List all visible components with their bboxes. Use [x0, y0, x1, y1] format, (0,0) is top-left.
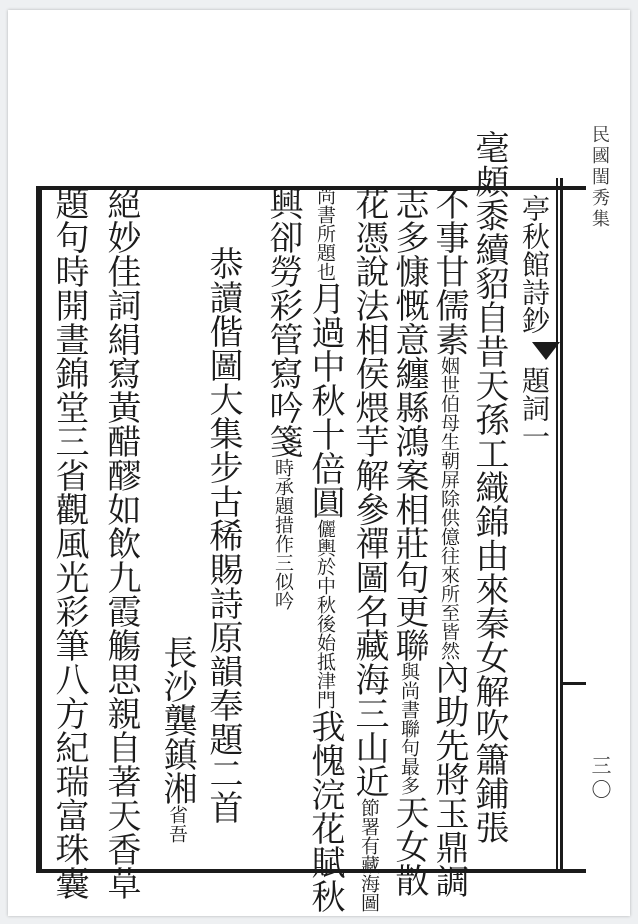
- book-page: [8, 10, 630, 916]
- frame-right-border: [556, 178, 558, 873]
- text-column-3: [389, 186, 429, 897]
- text-column-5: [305, 186, 345, 913]
- fish-tail-lower-notch: [560, 682, 586, 685]
- column-annotation: 與尚書聯句最多: [398, 662, 420, 795]
- book-title-label: 民國閨秀集: [589, 125, 610, 230]
- author-line: [157, 635, 197, 843]
- author-courtesy-name: 省吾: [166, 805, 188, 843]
- column-main-text: 花憑說法相侯煨芋解參禪圖名藏海三山近: [349, 186, 389, 798]
- text-column-6: [263, 186, 303, 610]
- fish-tail-icon: [532, 342, 560, 360]
- column-main-text: 毫頗黍續貂自昔天孫工織錦由來秦女解吹簫鋪張: [469, 130, 509, 844]
- page-number: 三〇: [588, 755, 612, 803]
- block-section-label: [518, 366, 551, 450]
- column-main-text: 志多慷慨意纏縣鴻案相莊句更聯: [389, 186, 429, 662]
- column-main-text: 月過中秋十倍圓: [305, 281, 345, 519]
- column-main-text: 興卻勞彩管寫吟箋: [263, 186, 303, 458]
- column-annotation-top: 尚書所題也: [314, 186, 336, 281]
- text-column-1: [469, 130, 509, 844]
- block-volume: 一: [518, 422, 551, 450]
- poem-title-text: 恭讀偕圖大集步古稀賜詩原韻奉題二首: [203, 246, 243, 824]
- text-column-4: [349, 186, 389, 912]
- block-book-title: 亭秋館詩鈔: [518, 194, 551, 334]
- text-column-9: [101, 186, 141, 900]
- column-main-text: 內助先將玉鼎調: [429, 660, 469, 898]
- column-main-text: 題句時開晝錦堂三省觀風光彩筆八方紀瑞富珠囊: [49, 186, 89, 900]
- frame-right-border-inner: [560, 178, 563, 873]
- column-main-text: 天女散: [389, 795, 429, 897]
- poem-title: [203, 246, 243, 824]
- text-column-10: [49, 186, 89, 900]
- column-annotation: 儷輿於中秋後始抵津門: [314, 519, 336, 709]
- column-annotation: 姻世伯母生朝屏除供億往來所至皆然: [438, 356, 460, 660]
- column-annotation: 時承題措作三似吟: [272, 458, 294, 610]
- column-main-text: 我愧浣花賦秋: [305, 709, 345, 913]
- column-annotation: 節署有藏海圖: [358, 798, 380, 912]
- column-main-text: 不事甘儒素: [429, 186, 469, 356]
- author-name: 長沙龔鎮湘: [157, 635, 197, 805]
- column-main-text: 絕妙佳詞絹寫黃醋醪如飲九霞觴思親自著天香草: [101, 186, 141, 900]
- block-section: 題詞: [518, 366, 551, 422]
- text-column-2: [429, 186, 469, 898]
- frame-left-border: [36, 186, 42, 873]
